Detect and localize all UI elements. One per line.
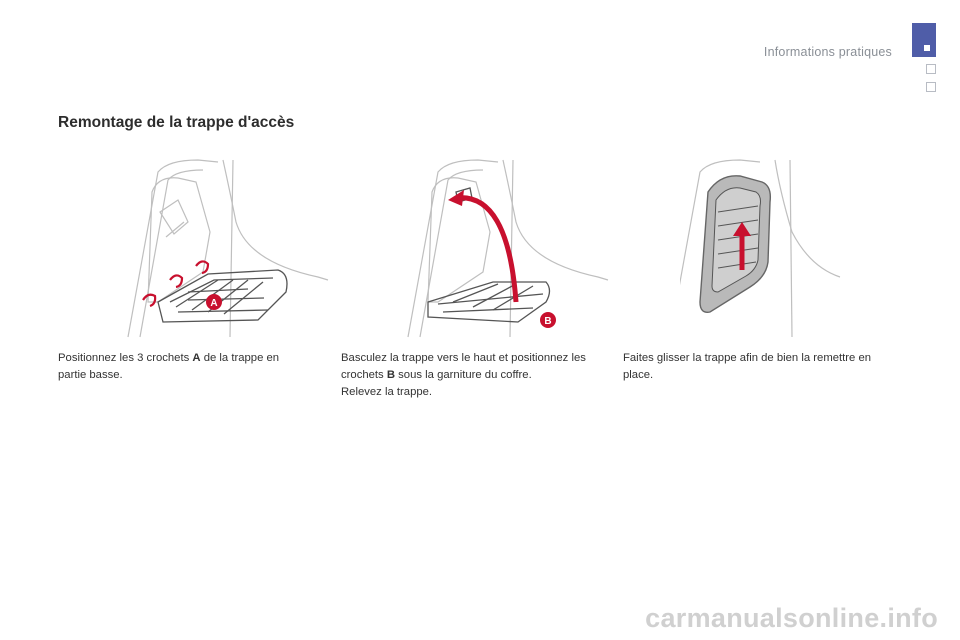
page-title: Remontage de la trappe d'accès xyxy=(58,114,295,131)
section-header-label: Informations pratiques xyxy=(763,45,892,59)
callout-a: A xyxy=(192,352,201,364)
illustration-step-3 xyxy=(680,152,960,344)
section-tab[interactable] xyxy=(926,82,936,92)
step-1-caption: Positionnez les 3 crochets A de la trappe en partie basse. xyxy=(58,352,280,381)
illustration-step-1 xyxy=(118,152,418,344)
section-tab[interactable] xyxy=(926,64,936,74)
svg-text:A: A xyxy=(210,298,218,309)
section-tab-active[interactable] xyxy=(912,23,936,57)
callout-b: B xyxy=(386,369,396,381)
step-2-caption: Basculez la trappe vers le haut et positionnez les crochets B sous la garniture du coffre. Relevez la trappe. xyxy=(341,352,586,398)
illustration-step-2 xyxy=(398,152,698,344)
marker-b-icon xyxy=(540,312,556,328)
marker-a-icon xyxy=(206,294,222,310)
svg-text:B: B xyxy=(544,316,552,327)
watermark: carmanualsonline.info xyxy=(645,603,938,633)
step-3-caption: Faites glisser la trappe afin de bien la remettre en place. xyxy=(623,352,872,381)
